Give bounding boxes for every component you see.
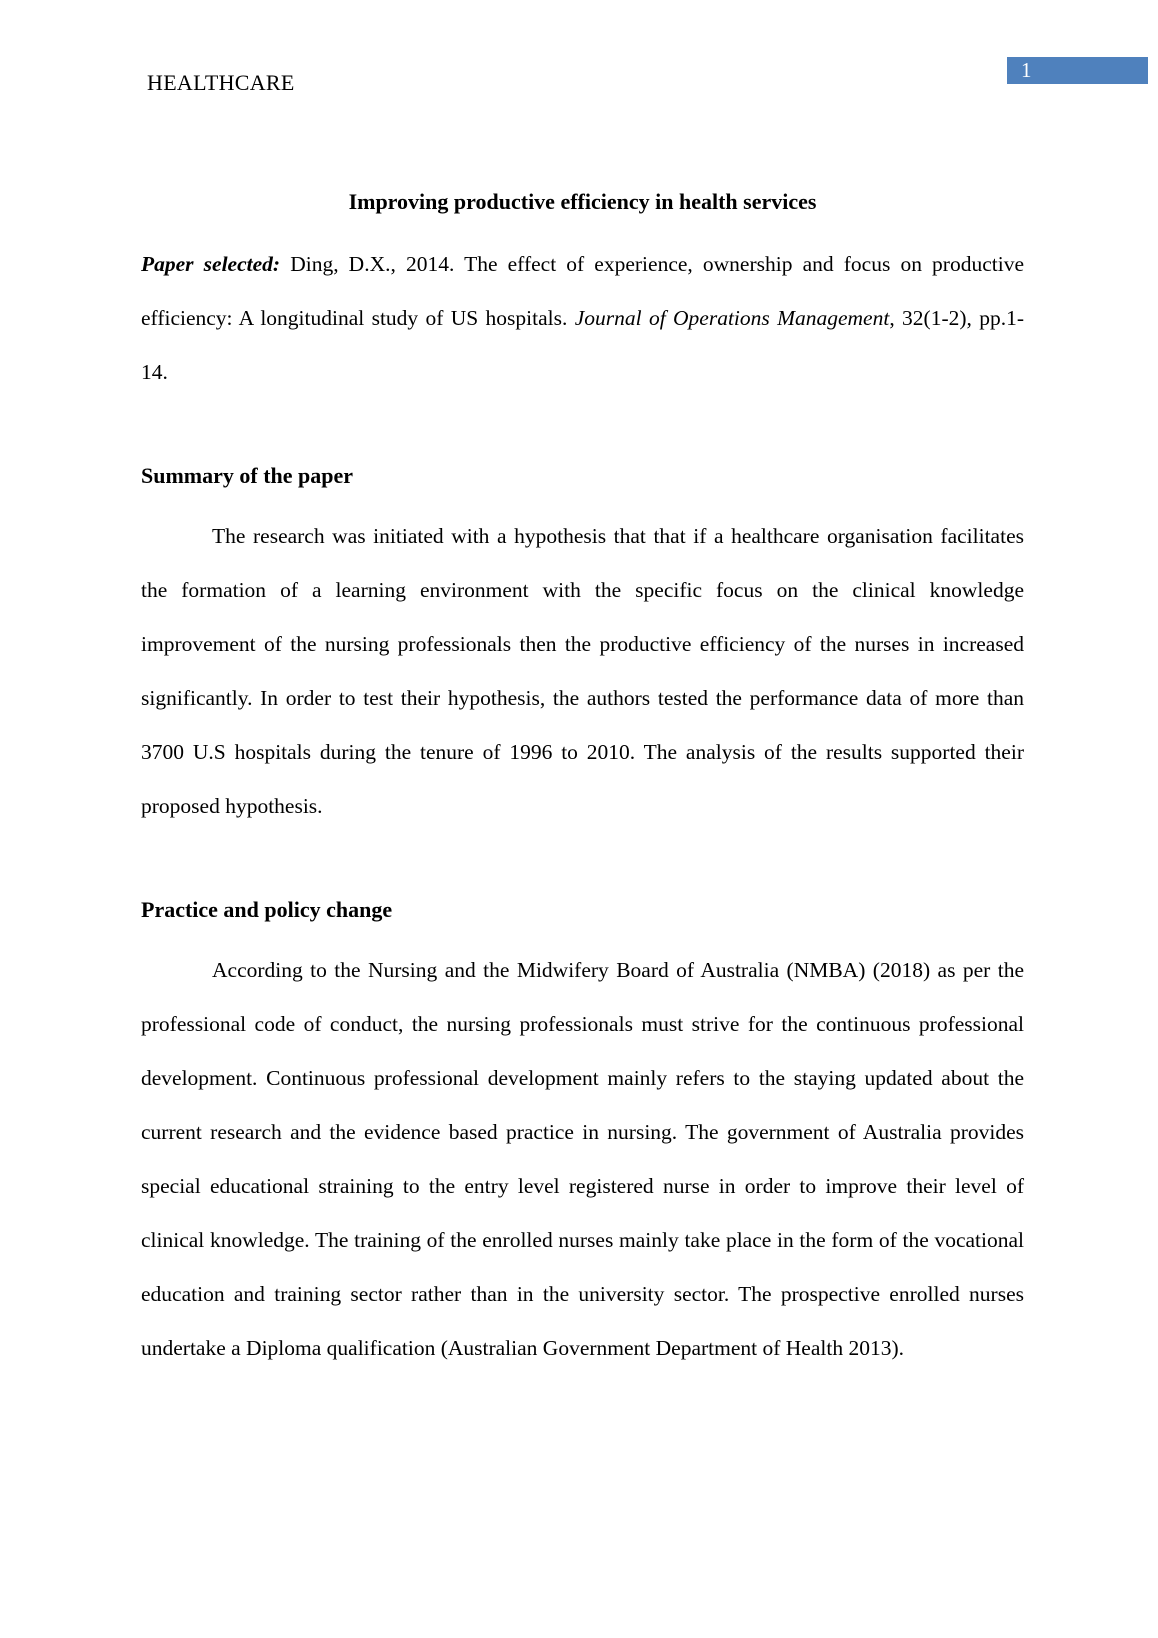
document-title: Improving productive efficiency in health services bbox=[348, 189, 817, 214]
citation-volume-pages: , 32(1-2), pp.1-14. bbox=[141, 306, 1025, 384]
citation-paragraph bbox=[141, 237, 1024, 399]
spacer bbox=[141, 833, 1024, 891]
practice-policy-heading: Practice and policy change bbox=[141, 897, 393, 922]
citation-label: Paper selected: bbox=[141, 252, 281, 276]
summary-heading: Summary of the paper bbox=[141, 463, 354, 488]
page-number: 1 bbox=[1007, 57, 1148, 84]
citation-reference: Ding, D.X., 2014. The effect of experience, ownership and focus on productive efficiency: A longitudinal study of US hospitals. bbox=[141, 252, 1024, 330]
citation-journal: Journal of Operations Management bbox=[574, 306, 890, 330]
practice-policy-paragraph: According to the Nursing and the Midwifery Board of Australia (NMBA) (2018) as per the professional code of conduct, the nursing professionals must strive for the continuous professional development. Continuous professional development mainly refers to the staying updated about the current research and the evidence based practice in nursing. The government of Australia provides special educational straining to the entry level registered nurse in order to improve their level of clinical knowledge. The training of the enrolled nurses mainly take place in the form of the vocational education and training sector rather than in the university sector. The prospective enrolled nurses undertake a Diploma qualification (Australian Government Department of Health 2013). bbox=[141, 958, 1024, 1360]
document-body bbox=[141, 183, 1024, 1375]
summary-paragraph: The research was initiated with a hypothesis that that if a healthcare organisation facilitates the formation of a learning environment with the specific focus on the clinical knowledge improvement of the nursing professionals then the productive efficiency of the nurses in increased significantly. In order to test their hypothesis, the authors tested the performance data of more than 3700 U.S hospitals during the tenure of 1996 to 2010. The analysis of the results supported their proposed hypothesis. bbox=[141, 524, 1024, 818]
running-head: HEALTHCARE bbox=[147, 70, 295, 95]
spacer bbox=[141, 399, 1024, 457]
